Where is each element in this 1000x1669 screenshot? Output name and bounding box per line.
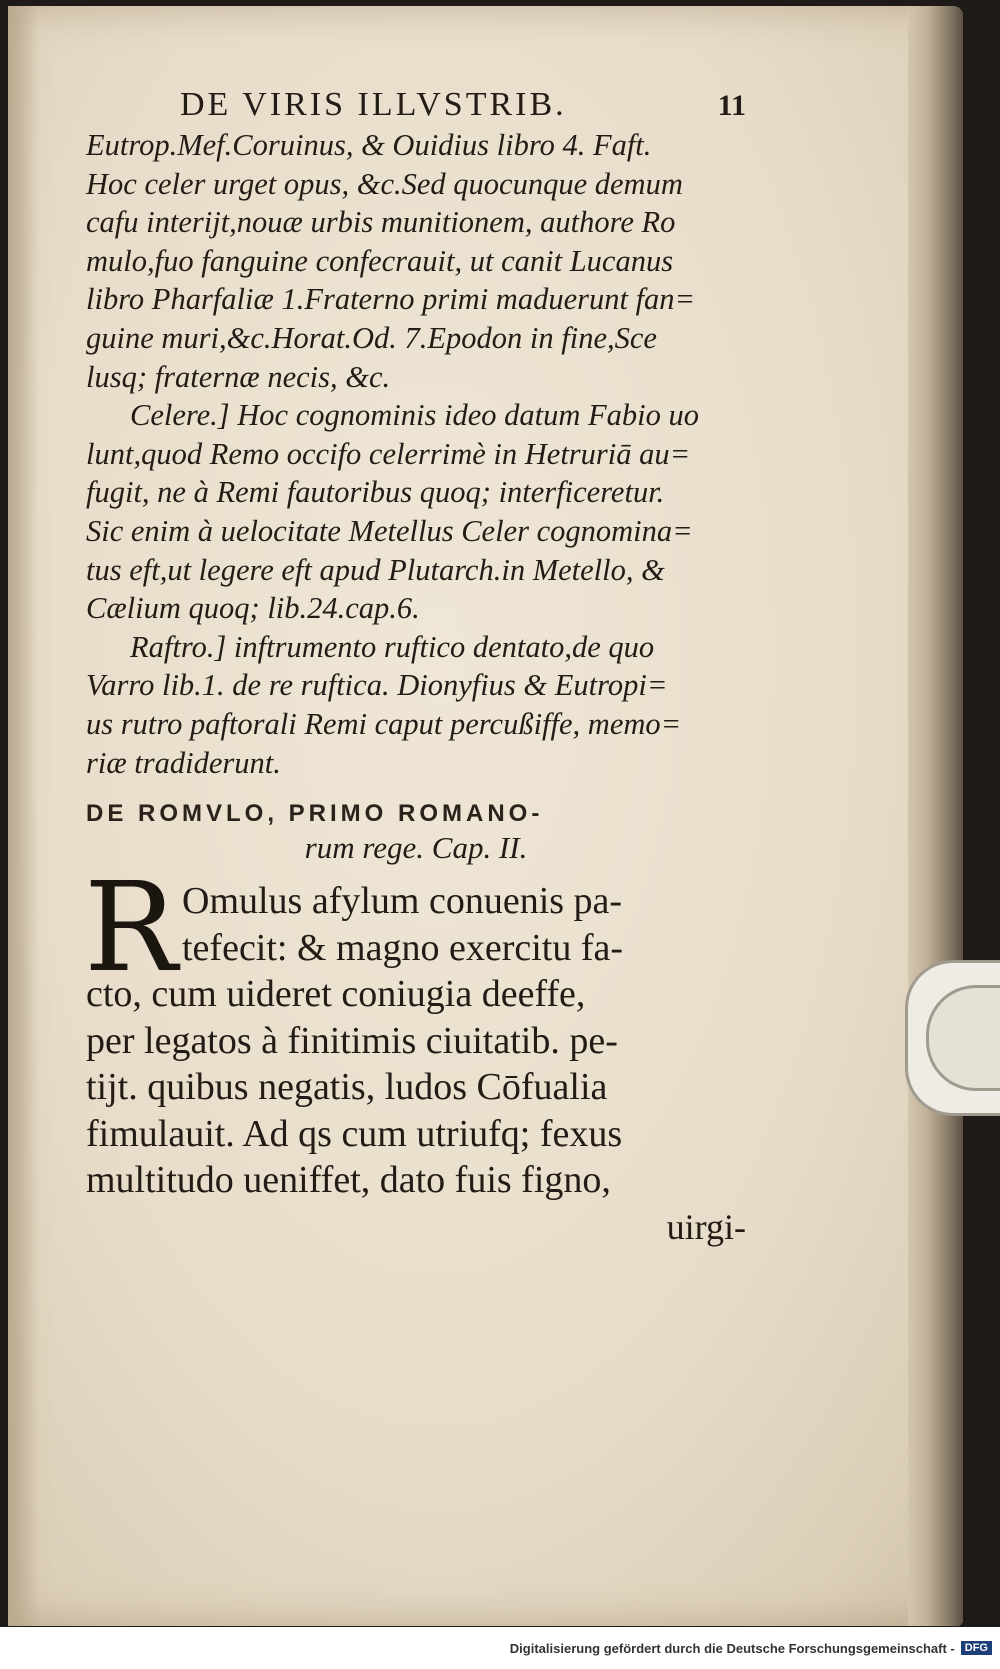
folio-number: 11	[717, 89, 746, 122]
commentary-line: Raftro.] inftrumento ruftico dentato,de quo	[130, 629, 655, 664]
body-line: Omulus afylum conuenis pa-	[182, 880, 623, 923]
footer-credit: Digitalisierung gefördert durch die Deutsche Forschungsgemeinschaft -	[509, 1640, 955, 1656]
commentary-line: libro Pharfaliæ 1.Fraterno primi maduerunt fan=	[86, 282, 696, 317]
commentary-line: riæ tradiderunt.	[86, 745, 281, 780]
drop-capital: R	[84, 856, 178, 1001]
body-lines	[84, 856, 746, 1204]
chapter-heading-caps: DE ROMVLO, PRIMO ROMANO-	[86, 800, 544, 828]
body-line: per legatos à finitimis ciuitatib. pe-	[86, 1019, 618, 1062]
commentary-line: mulo,fuo fanguine confecrauit, ut canit Lucanus	[86, 243, 674, 278]
commentary-line: fugit, ne à Remi fautoribus quoq; interficeretur.	[86, 475, 665, 510]
page-gutter	[8, 6, 38, 1626]
commentary-line: tus eft,ut legere eft apud Plutarch.in Metello, &	[86, 552, 665, 587]
chapter-heading-italic: rum rege. Cap. II.	[304, 830, 528, 866]
commentary-line: Sic enim à uelocitate Metellus Celer cognomina=	[86, 513, 693, 548]
page-text	[86, 86, 746, 1250]
page-edge	[908, 6, 963, 1626]
running-head-title: DE VIRIS ILLVSTRIB.	[180, 86, 567, 123]
body-line: tefecit: & magno exercitu fa-	[182, 926, 624, 969]
commentary-line: Celere.] Hoc cognominis ideo datum Fabio uo	[130, 398, 699, 433]
page-clip-loop	[926, 985, 1000, 1091]
dfg-logo: DFG	[961, 1641, 992, 1655]
body-line: multitudo ueniffet, dato fuis figno,	[86, 1159, 611, 1202]
commentary-line: Varro lib.1. de re ruftica. Dionyfius & Eutropi=	[86, 668, 668, 703]
commentary-line: lunt,quod Remo occifo celerrimè in Hetruriā au=	[86, 436, 691, 471]
body-line: cto, cum uideret coniugia deeffe,	[86, 973, 586, 1016]
body-line: tijt. quibus negatis, ludos Cōfualia	[86, 1066, 608, 1109]
chapter-heading	[86, 800, 746, 866]
running-head	[180, 86, 746, 124]
commentary-line: us rutro paftorali Remi caput percußiffe, memo=	[86, 706, 682, 741]
commentary-line: Eutrop.Mef.Coruinus, & Ouidius libro 4. Faft.	[86, 128, 652, 162]
digitization-footer	[0, 1627, 1000, 1669]
book-page	[8, 6, 963, 1626]
chapter-body	[84, 856, 746, 1250]
commentary-block	[86, 126, 746, 782]
commentary-line: Hoc celer urget opus, &c.Sed quocunque demum	[86, 166, 683, 201]
commentary-line: cafu interijt,nouæ urbis munitionem, authore Ro	[86, 205, 676, 240]
commentary-line: lusq; fraternæ necis, &c.	[86, 359, 391, 394]
catchword: uirgi-	[666, 1206, 746, 1247]
body-line: fimulauit. Ad qs cum utriufq; fexus	[86, 1112, 623, 1155]
commentary-line: Cælium quoq; lib.24.cap.6.	[86, 591, 420, 626]
commentary-line: guine muri,&c.Horat.Od. 7.Epodon in fine,Sce	[86, 320, 657, 355]
page-clip	[905, 960, 1000, 1116]
